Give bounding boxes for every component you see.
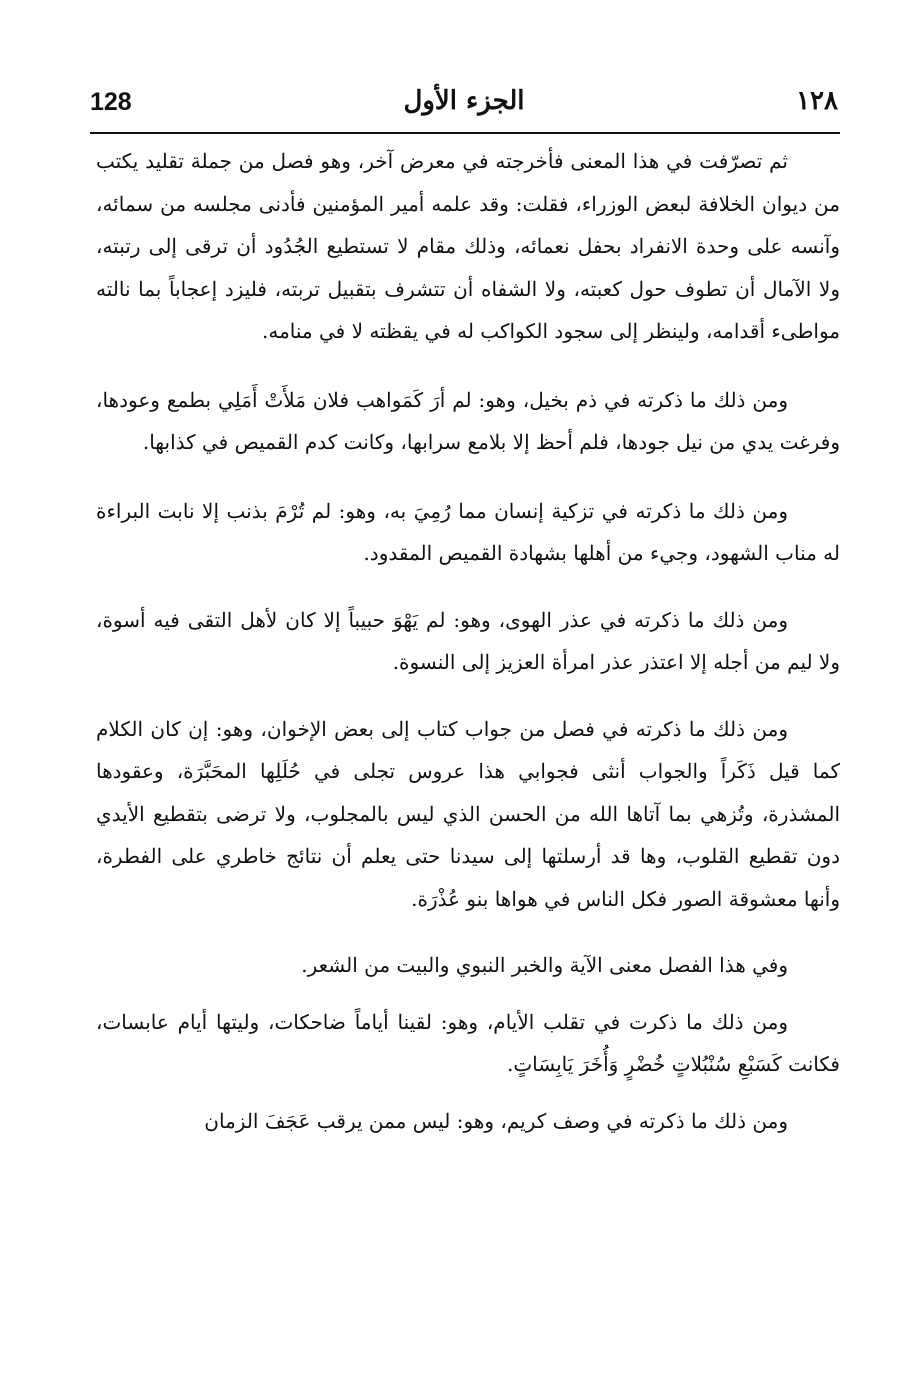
paragraph: ومن ذلك ما ذكرته في وصف كريم، وهو: ليس ممن يرقب عَجَفَ الزمان	[204, 1108, 788, 1133]
paragraph: ثم تصرّفت في هذا المعنى فأخرجته في معرض آخر، وهو فصل من جملة تقليد يكتب من ديوان الخلافة لبعض الوزراء، فقلت: وقد علمه أمير المؤمنين فأدنى مجلسه من سمائه، وآنسه على وحدة الانفراد بحفل نعمائه، وذلك مقام لا تستطيع الجُدُود أن ترقى إلى رتبته، ولا الآمال أن تطوف حول كعبته، ولا الشفاه أن تتشرف بتقبيل تربته، فليزد إعجاباً بما نالته مواطىء أقدامه، ولينظر إلى سجود الكواكب له في يقظته لا في منامه.	[96, 149, 840, 343]
paragraph: وفي هذا الفصل معنى الآية والخبر النبوي والبيت من الشعر.	[301, 953, 788, 977]
paragraph: ومن ذلك ما ذكرته في تزكية إنسان مما رُمِيَ به، وهو: لم تُرْمَ بذنب إلا نابت البراءة له مناب الشهود، وجيء من أهلها بشهادة القميص المقدود.	[96, 498, 840, 565]
paragraph: ومن ذلك ما ذكرت في تقلب الأيام، وهو: لقينا أياماً ضاحكات، وليتها أيام عابسات، فكانت كَسَبْعِ سُنْبُلاتٍ خُضْرٍ وَأُخَرَ يَابِسَاتٍ.	[96, 1009, 840, 1076]
page-body	[96, 140, 840, 1142]
paragraph: ومن ذلك ما ذكرته في فصل من جواب كتاب إلى بعض الإخوان، وهو: إن كان الكلام كما قيل ذَكَراً والجواب أنثى فجوابي هذا عروس تجلى في حُلَلِها المحَبَّرَة، وعقودها المشذرة، وتُزهي بما آتاها الله من الحسن الذي ليس بالمجلوب، ولا ترضى بتقطيع الأيدي دون تقطيع القلوب، وها قد أرسلتها إلى سيدنا حتى يعلم أن نتائج خاطري على الفطرة، وأنها معشوقة الصور فكل الناس في هواها بنو عُذْرَة.	[96, 716, 840, 911]
paragraph: ومن ذلك ما ذكرته في ذم بخيل، وهو: لم أرَ كَمَواهب فلان مَلأَتْ أَمَلِي بطمع وعودها، وفرغت يدي من نيل جودها، فلم أحظ إلا بلامع سرابها، وكانت كدم القميص في كذابها.	[96, 387, 840, 454]
paragraph: ومن ذلك ما ذكرته في عذر الهوى، وهو: لم يَهْوَ حبيباً إلا كان لأهل التقى فيه أسوة، ولا ليم من أجله إلا اعتذر عذر امرأة العزيز إلى النسوة.	[96, 607, 840, 674]
page-header	[90, 86, 838, 126]
header-rule	[90, 132, 840, 134]
arabic-page-number: ١٢٨	[796, 86, 838, 116]
running-title: الجزء الأول	[403, 86, 525, 116]
latin-page-number: 128	[90, 88, 132, 116]
